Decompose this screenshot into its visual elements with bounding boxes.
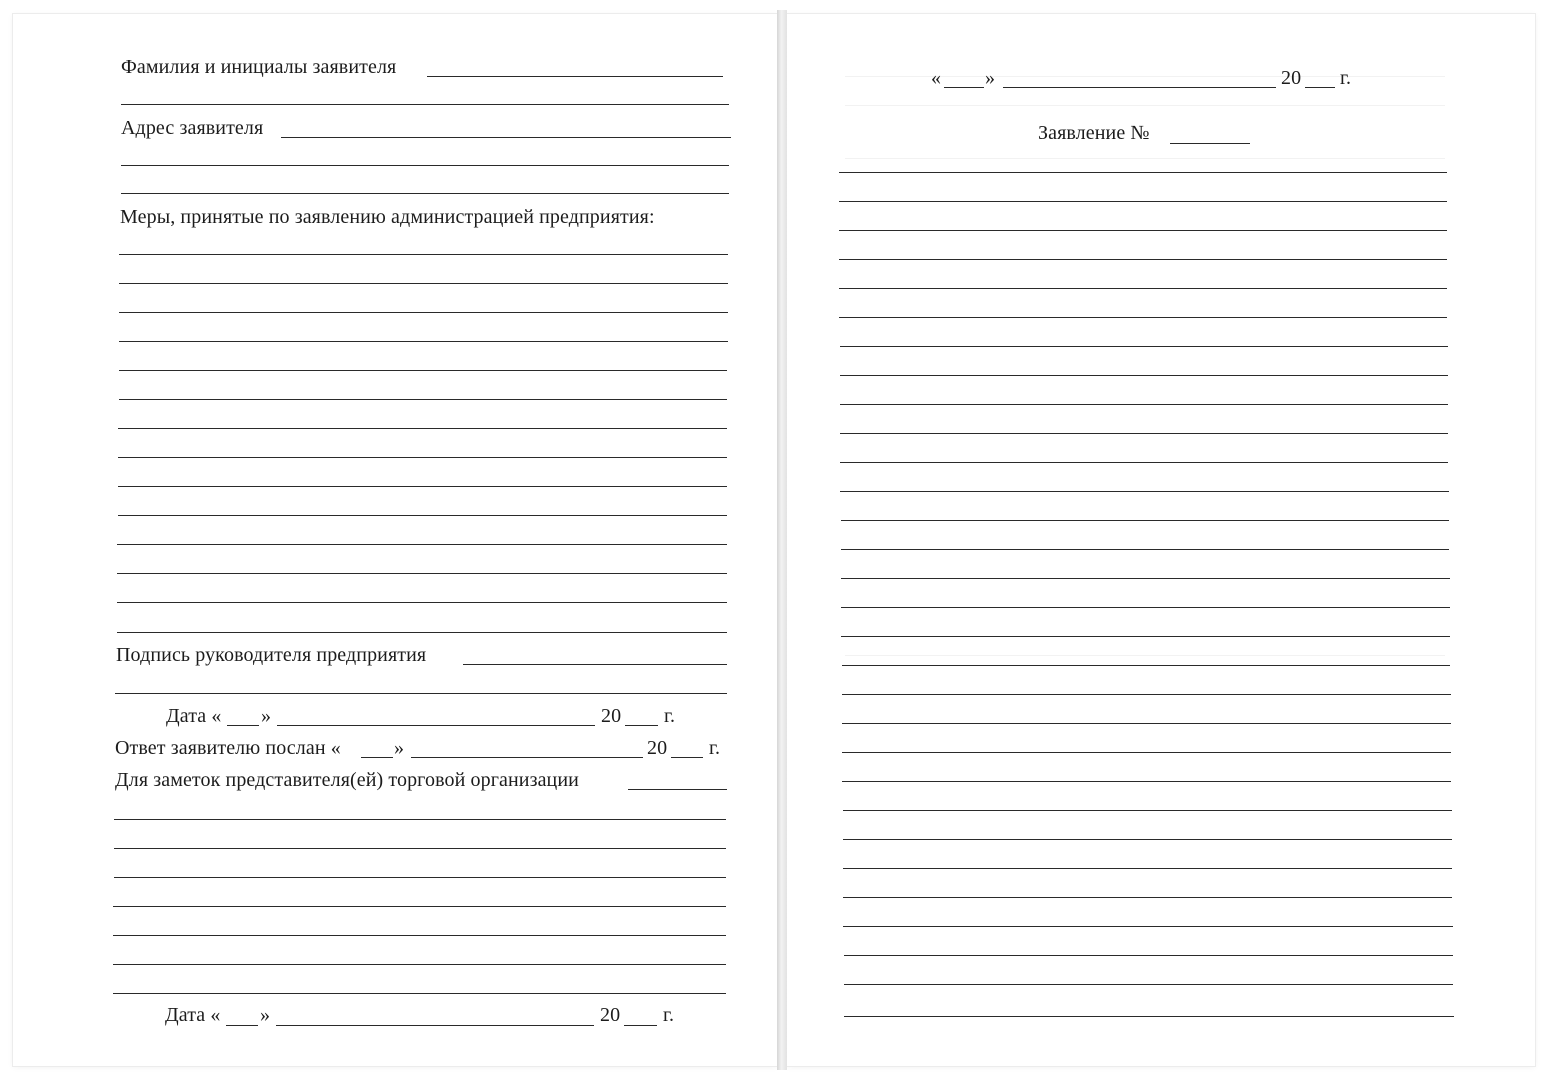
- ruled-line[interactable]: [842, 781, 1451, 782]
- ruled-line[interactable]: [840, 462, 1448, 463]
- measures-line[interactable]: [118, 428, 727, 429]
- measures-line[interactable]: [117, 602, 727, 603]
- notes-line[interactable]: [628, 789, 727, 790]
- show-through-line: [845, 655, 1445, 656]
- ruled-line[interactable]: [844, 984, 1453, 985]
- ruled-line[interactable]: [843, 868, 1452, 869]
- ruled-line[interactable]: [843, 839, 1452, 840]
- date-1-day-blank[interactable]: [227, 725, 259, 726]
- ruled-line[interactable]: [841, 520, 1449, 521]
- manager-signature-line-2[interactable]: [115, 693, 727, 694]
- header-open-quote: «: [931, 67, 942, 89]
- reply-sent-close-quote: »: [394, 737, 405, 759]
- date-2-month-blank[interactable]: [276, 1025, 594, 1026]
- ruled-line[interactable]: [840, 404, 1448, 405]
- notes-line[interactable]: [114, 819, 726, 820]
- ruled-line[interactable]: [841, 578, 1450, 579]
- date-2-prefix: Дата «: [165, 1004, 221, 1026]
- show-through-line: [845, 158, 1445, 159]
- ruled-line[interactable]: [839, 172, 1447, 173]
- reply-sent-year-blank[interactable]: [671, 757, 703, 758]
- book-spine: [777, 10, 787, 1070]
- ruled-line[interactable]: [843, 926, 1453, 927]
- ruled-line[interactable]: [840, 375, 1448, 376]
- measures-line[interactable]: [117, 544, 727, 545]
- ruled-line[interactable]: [841, 636, 1450, 637]
- left-page: [13, 14, 777, 1066]
- ruled-line[interactable]: [842, 694, 1451, 695]
- ruled-line[interactable]: [842, 723, 1451, 724]
- ruled-line[interactable]: [841, 549, 1449, 550]
- ruled-line[interactable]: [840, 433, 1448, 434]
- ruled-line[interactable]: [841, 607, 1450, 608]
- ruled-line[interactable]: [840, 346, 1448, 347]
- measures-line[interactable]: [119, 283, 728, 284]
- measures-line[interactable]: [119, 312, 728, 313]
- ruled-line[interactable]: [843, 897, 1452, 898]
- applicant-name-line[interactable]: [427, 76, 723, 77]
- show-through-line: [845, 105, 1445, 106]
- measures-line[interactable]: [119, 341, 728, 342]
- header-close-quote: »: [985, 67, 996, 89]
- ruled-line[interactable]: [844, 955, 1453, 956]
- measures-line[interactable]: [118, 457, 727, 458]
- date-1-close-quote: »: [261, 705, 272, 727]
- applicant-address-line-2[interactable]: [121, 165, 729, 166]
- ruled-line[interactable]: [839, 288, 1447, 289]
- date-2-day-blank[interactable]: [226, 1025, 258, 1026]
- measures-line[interactable]: [119, 254, 728, 255]
- reply-sent-day-blank[interactable]: [361, 757, 393, 758]
- ruled-line[interactable]: [842, 752, 1451, 753]
- ruled-line[interactable]: [839, 259, 1447, 260]
- measures-line[interactable]: [118, 486, 727, 487]
- reply-sent-year-prefix: 20: [647, 737, 668, 759]
- measures-line[interactable]: [117, 573, 727, 574]
- ruled-line[interactable]: [839, 230, 1447, 231]
- header-year-prefix: 20: [1281, 67, 1302, 89]
- date-1-year-prefix: 20: [601, 705, 622, 727]
- applicant-address-line[interactable]: [281, 137, 731, 138]
- notes-line[interactable]: [113, 964, 726, 965]
- notes-line[interactable]: [113, 906, 726, 907]
- header-year-suffix: г.: [1340, 67, 1352, 89]
- ruled-line[interactable]: [843, 810, 1452, 811]
- date-2-close-quote: »: [260, 1004, 271, 1026]
- date-1-year-blank[interactable]: [625, 725, 658, 726]
- measures-line[interactable]: [118, 515, 727, 516]
- applicant-address-label: Адрес заявителя: [121, 117, 264, 139]
- measures-label: Меры, принятые по заявлению администрацией предприятия:: [120, 206, 655, 228]
- ruled-line[interactable]: [844, 1016, 1454, 1017]
- statement-number-label: Заявление №: [1038, 122, 1150, 144]
- date-1-year-suffix: г.: [664, 705, 676, 727]
- applicant-name-line-2[interactable]: [121, 104, 729, 105]
- notes-label: Для заметок представителя(ей) торговой организации: [115, 769, 579, 791]
- applicant-name-label: Фамилия и инициалы заявителя: [121, 56, 397, 78]
- measures-line[interactable]: [119, 399, 727, 400]
- ruled-line[interactable]: [839, 201, 1447, 202]
- reply-sent-prefix: Ответ заявителю послан «: [115, 737, 341, 759]
- reply-sent-month-blank[interactable]: [411, 757, 643, 758]
- header-year-blank[interactable]: [1305, 87, 1335, 88]
- notes-line[interactable]: [114, 877, 726, 878]
- statement-number-blank[interactable]: [1170, 143, 1250, 144]
- ruled-line[interactable]: [842, 665, 1450, 666]
- date-2-year-prefix: 20: [600, 1004, 621, 1026]
- ruled-line[interactable]: [839, 317, 1447, 318]
- notes-line[interactable]: [114, 848, 726, 849]
- date-1-month-blank[interactable]: [277, 725, 595, 726]
- notes-line[interactable]: [113, 993, 726, 994]
- manager-signature-label: Подпись руководителя предприятия: [116, 644, 427, 666]
- header-month-blank[interactable]: [1003, 87, 1276, 88]
- measures-line[interactable]: [117, 632, 727, 633]
- manager-signature-line[interactable]: [463, 664, 727, 665]
- date-2-year-blank[interactable]: [624, 1025, 657, 1026]
- ruled-line[interactable]: [840, 491, 1449, 492]
- header-day-blank[interactable]: [944, 87, 984, 88]
- reply-sent-year-suffix: г.: [709, 737, 721, 759]
- date-1-prefix: Дата «: [166, 705, 222, 727]
- notes-line[interactable]: [113, 935, 726, 936]
- date-2-year-suffix: г.: [663, 1004, 675, 1026]
- measures-line[interactable]: [119, 370, 727, 371]
- applicant-address-line-3[interactable]: [121, 193, 729, 194]
